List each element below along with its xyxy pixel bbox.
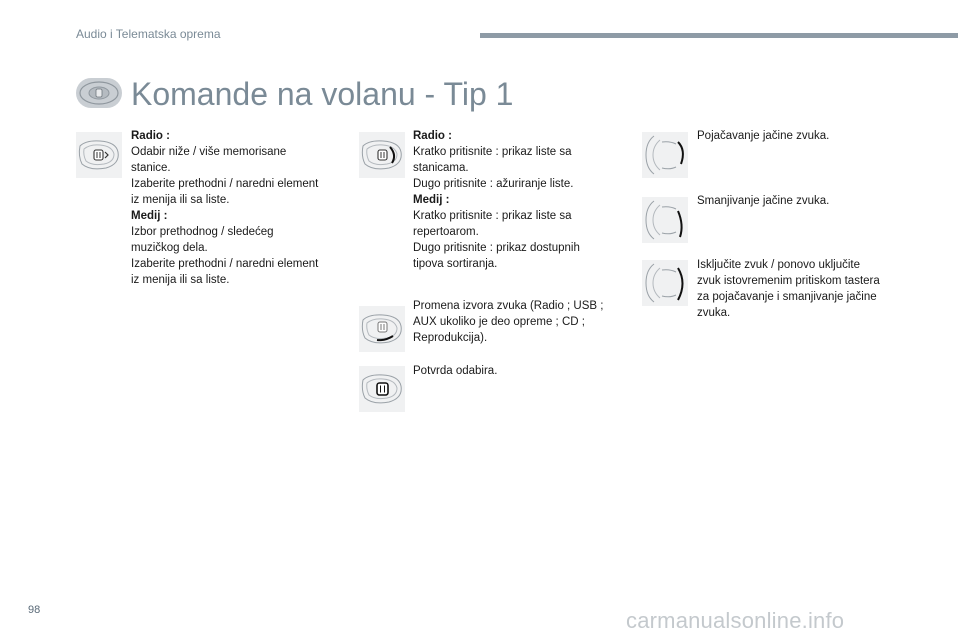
header-accent-bar xyxy=(480,33,958,38)
text-line: AUX ukoliko je deo opreme ; CD ; xyxy=(413,316,585,328)
text-line: Izaberite prethodni / naredni element xyxy=(131,178,319,190)
text-line: Promena izvora zvuka (Radio ; USB ; xyxy=(413,300,604,312)
text-line: iz menija ili sa liste. xyxy=(131,194,230,206)
text-line: Kratko pritisnite : prikaz liste sa xyxy=(413,210,572,222)
text-line: zvuk istovremenim pritiskom tastera xyxy=(697,275,880,287)
text-line: Dugo pritisnite : ažuriranje liste. xyxy=(413,178,574,190)
text-line: Odabir niže / više memorisane xyxy=(131,146,287,158)
text-line: Potvrda odabira. xyxy=(413,365,498,377)
label-radio: Radio : xyxy=(131,130,170,142)
text-line: Isključite zvuk / ponovo uključite xyxy=(697,259,860,271)
text-line: Izaberite prethodni / naredni element xyxy=(131,258,319,270)
label-medij: Medij : xyxy=(413,194,450,206)
steering-control-source-icon xyxy=(359,306,405,352)
label-medij: Medij : xyxy=(131,210,168,222)
text-line: Smanjivanje jačine zvuka. xyxy=(697,195,830,207)
text-block-volume-down xyxy=(697,193,917,209)
page-title: Komande na volanu - Tip 1 xyxy=(131,76,514,112)
text-line: iz menija ili sa liste. xyxy=(131,274,230,286)
text-block-volume-up xyxy=(697,128,917,144)
text-block-confirm xyxy=(413,363,623,379)
mute-control-icon xyxy=(642,260,688,306)
section-header: Audio i Telematska oprema xyxy=(76,27,221,41)
text-line: stanice. xyxy=(131,162,171,174)
text-line: muzičkog dela. xyxy=(131,242,208,254)
steering-control-confirm-icon xyxy=(359,366,405,412)
steering-control-arrows-icon xyxy=(76,132,122,178)
text-block-mute xyxy=(697,257,912,321)
volume-up-control-icon xyxy=(642,132,688,178)
text-line: za pojačavanje i smanjivanje jačine xyxy=(697,291,877,303)
watermark: carmanualsonline.info xyxy=(626,608,845,633)
text-line: Dugo pritisnite : prikaz dostupnih xyxy=(413,242,580,254)
text-line: zvuka. xyxy=(697,307,731,319)
text-block-source xyxy=(413,298,625,346)
page-number: 98 xyxy=(28,604,41,616)
text-line: repertoarom. xyxy=(413,226,479,238)
text-line: Kratko pritisnite : prikaz liste sa xyxy=(413,146,572,158)
text-line: stanicama. xyxy=(413,162,469,174)
text-line: Reprodukcija). xyxy=(413,332,488,344)
text-line: Pojačavanje jačine zvuka. xyxy=(697,130,830,142)
text-block-seek xyxy=(131,128,346,288)
label-radio: Radio : xyxy=(413,130,452,142)
text-line: tipova sortiranja. xyxy=(413,258,498,270)
steering-wheel-icon xyxy=(76,78,122,108)
volume-down-control-icon xyxy=(642,197,688,243)
steering-control-ring-icon xyxy=(359,132,405,178)
text-block-list xyxy=(413,128,623,272)
text-line: Izbor prethodnog / sledećeg xyxy=(131,226,274,238)
